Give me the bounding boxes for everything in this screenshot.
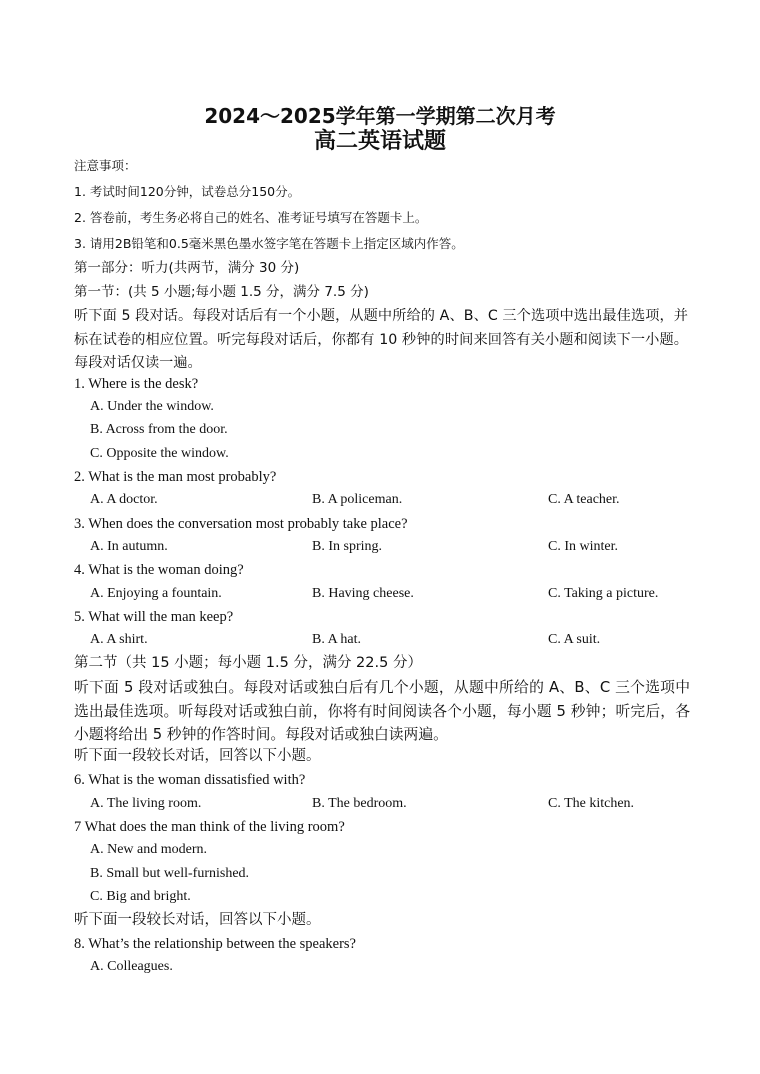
section2-prompt-1: 听下面一段较长对话，回答以下小题。 [74, 748, 321, 764]
exam-title: 2024～2025学年第一学期第二次月考 [204, 104, 556, 128]
question-6-option-c: C. The kitchen. [548, 796, 635, 811]
note-item-2: 2. 答卷前，考生务必将自己的姓名、准考证号填写在答题卡上。 [74, 210, 428, 225]
question-5-option-a: A. A shirt. [90, 632, 148, 647]
section1-heading: 第一节：(共 5 小题;每小题 1.5 分，满分 7.5 分) [74, 284, 369, 300]
question-4-stem: 4. What is the woman doing? [74, 562, 244, 578]
question-5-option-c: C. A suit. [548, 632, 601, 647]
question-1-option-a: A. Under the window. [90, 399, 214, 414]
question-8-option-a: A. Colleagues. [90, 959, 173, 974]
question-4-option-b: B. Having cheese. [312, 586, 414, 601]
question-7-option-b: B. Small but well-furnished. [90, 866, 250, 881]
question-6-option-b: B. The bedroom. [312, 796, 407, 811]
section2-heading: 第二节（共 15 小题；每小题 1.5 分，满分 22.5 分） [74, 655, 422, 671]
part1-heading: 第一部分：听力(共两节，满分 30 分) [74, 260, 300, 276]
question-2-stem: 2. What is the man most probably? [74, 469, 277, 485]
question-2-option-b: B. A policeman. [312, 492, 403, 507]
question-5-stem: 5. What will the man keep? [74, 609, 234, 625]
section2-prompt-2: 听下面一段较长对话，回答以下小题。 [74, 912, 321, 928]
question-1-option-b: B. Across from the door. [90, 422, 228, 437]
question-4-option-a: A. Enjoying a fountain. [90, 586, 222, 601]
question-6-option-a: A. The living room. [90, 796, 202, 811]
question-6-stem: 6. What is the woman dissatisfied with? [74, 772, 306, 788]
question-4-option-c: C. Taking a picture. [548, 586, 659, 601]
section1-instructions: 听下面 5 段对话。每段对话后有一个小题，从题中所给的 A、B、C 三个选项中选出最佳选项，并标在试卷的相应位置。听完每段对话后，你都有 10 秒钟的时间来回答有关小题和阅读下一小题。每段对话仅读一遍。 [74, 308, 688, 371]
question-3-option-a: A. In autumn. [90, 539, 168, 554]
question-2-option-c: C. A teacher. [548, 492, 620, 507]
question-2-option-a: A. A doctor. [90, 492, 158, 507]
question-1-stem: 1. Where is the desk? [74, 376, 199, 392]
question-7-option-a: A. New and modern. [90, 842, 208, 857]
question-7-stem: 7 What does the man think of the living room? [74, 819, 345, 835]
question-1-option-c: C. Opposite the window. [90, 446, 229, 461]
note-item-3: 3. 请用2B铅笔和0.5毫米黑色墨水签字笔在答题卡上指定区域内作答。 [74, 236, 464, 251]
notes-heading: 注意事项： [74, 158, 137, 173]
question-7-option-c: C. Big and bright. [90, 889, 191, 904]
question-5-option-b: B. A hat. [312, 632, 362, 647]
question-3-option-c: C. In winter. [548, 539, 618, 554]
question-8-stem: 8. What’s the relationship between the speakers? [74, 936, 356, 952]
question-3-option-b: B. In spring. [312, 539, 382, 554]
exam-subject-title: 高二英语试题 [313, 129, 446, 154]
section2-instructions: 听下面 5 段对话或独白。每段对话或独白后有几个小题，从题中所给的 A、B、C 三个选项中选出最佳选项。听每段对话或独白前，你将有时间阅读各个小题，每小题 5 秒钟；听完后，各小题将给出 5 秒钟的作答时间。每段对话或独白读两遍。 [74, 679, 690, 743]
note-item-1: 1. 考试时间120分钟，试卷总分150分。 [74, 184, 301, 199]
question-3-stem: 3. When does the conversation most probably take place? [74, 516, 408, 532]
